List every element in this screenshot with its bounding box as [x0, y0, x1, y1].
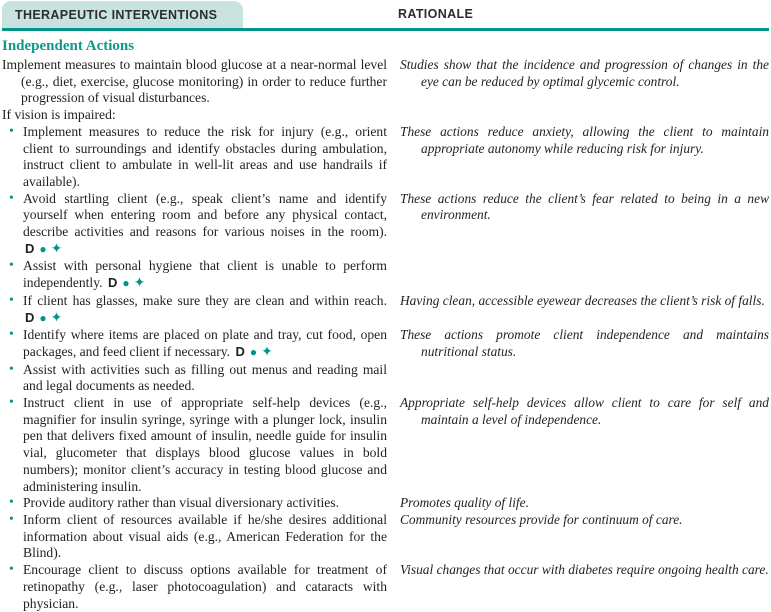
intervention-text: Assist with personal hygiene that client is unable to perform independently. — [23, 258, 387, 291]
rationale-column — [387, 512, 769, 529]
circle-icon: ● — [39, 310, 47, 325]
intervention-text: Implement measures to reduce the risk for injury (e.g., orient client to surroundings and identify obstacles during ambulation, instruct client to ambulate in well-lit areas and use handrails if available). — [23, 123, 387, 189]
delegation-d-marker: D — [235, 343, 245, 359]
rationale-paragraph: These actions promote client independence and maintains nutritional status. — [400, 327, 769, 359]
circle-icon: ● — [39, 241, 47, 256]
interventions-column — [2, 495, 387, 512]
interventions-header-tab — [2, 1, 243, 28]
table-row — [2, 293, 769, 327]
bullet-icon: • — [9, 561, 14, 577]
star-icon: ✦ — [133, 276, 146, 292]
intervention-text: Inform client of resources available if he/she desires additional information about visual aids (e.g., American Federation for the Blind). — [23, 511, 387, 561]
interventions-column — [2, 57, 387, 124]
rationale-column — [387, 57, 769, 90]
intervention-paragraph: If vision is impaired: — [2, 107, 116, 123]
table-row — [2, 57, 769, 124]
intervention-text: Instruct client in use of appropriate self-help devices (e.g., magnifier for insulin syringe, syringe with a plunger lock, insulin pen that delivers fixed amount of insulin, needle guide for insulin vial, glucometer that displays blood glucose values in bold numbers); monitor client’s accuracy in testing blood glucose and administering insulin. — [23, 395, 387, 494]
intervention-bullet-item — [2, 124, 387, 191]
interventions-column — [2, 124, 387, 191]
section-title: Independent Actions — [2, 38, 135, 54]
intervention-bullet-item — [2, 258, 387, 292]
table-row — [2, 327, 769, 395]
bullet-icon: • — [9, 360, 14, 376]
bullet-icon: • — [9, 257, 14, 273]
rationale-paragraph: Appropriate self-help devices allow client to care for self and maintain a level of independence. — [400, 395, 769, 427]
bullet-icon: • — [9, 510, 14, 526]
table-row — [2, 512, 769, 562]
star-icon: ✦ — [50, 310, 63, 326]
table-row — [2, 495, 769, 512]
intervention-bullet-item — [2, 327, 387, 361]
rationale-column — [387, 293, 769, 310]
interventions-column — [2, 512, 387, 562]
intervention-bullet-item — [2, 562, 387, 612]
rationale-column — [387, 395, 769, 428]
intervention-paragraph: Implement measures to maintain blood glucose at a near-normal level (e.g., diet, exercise, glucose monitoring) in order to reduce further progression of visual disturbances. — [2, 57, 387, 106]
intervention-bullet-item — [2, 495, 387, 512]
table-row — [2, 124, 769, 191]
circle-icon: ● — [249, 344, 258, 359]
rationale-paragraph: These actions reduce the client’s fear related to being in a new environment. — [400, 190, 769, 223]
interventions-column — [2, 395, 387, 495]
bullet-icon: • — [9, 326, 14, 342]
bullet-icon: • — [9, 494, 14, 510]
bullet-icon: • — [9, 394, 14, 410]
bullet-icon: • — [9, 189, 14, 205]
delegation-markers — [23, 241, 62, 256]
rationale-column — [387, 562, 769, 579]
rationale-column — [387, 124, 769, 157]
delegation-markers — [233, 344, 272, 359]
rationale-paragraph: These actions reduce anxiety, allowing the client to maintain appropriate autonomy while reducing risk for injury. — [400, 123, 769, 156]
rationale-column — [387, 191, 769, 224]
intervention-bullet-item — [2, 512, 387, 562]
interventions-column — [2, 293, 387, 327]
interventions-header-label: THERAPEUTIC INTERVENTIONS — [15, 7, 218, 22]
delegation-markers — [106, 275, 145, 290]
delegation-d-marker: D — [25, 309, 35, 325]
delegation-markers — [23, 310, 62, 325]
intervention-text: If client has glasses, make sure they are clean and within reach. — [23, 292, 387, 308]
intervention-text: Encourage client to discuss options available for treatment of retinopathy (e.g., laser photocoagulation) and cataracts with physician. — [23, 562, 387, 611]
intervention-bullet-item — [2, 362, 387, 395]
table-row — [2, 191, 769, 293]
intervention-bullet-item — [2, 395, 387, 495]
interventions-column — [2, 191, 387, 293]
intervention-text: Assist with activities such as filling out menus and reading mail and legal documents as needed. — [23, 361, 387, 394]
table-row — [2, 562, 769, 612]
rationale-paragraph: Promotes quality of life. — [400, 495, 529, 511]
table-row — [2, 395, 769, 495]
circle-icon: ● — [122, 276, 130, 291]
rationale-paragraph: Having clean, accessible eyewear decreases the client’s risk of falls. — [400, 292, 765, 308]
delegation-d-marker: D — [25, 240, 35, 256]
star-icon: ✦ — [261, 344, 273, 360]
rationale-paragraph: Community resources provide for continuum of care. — [400, 511, 683, 527]
intervention-bullet-item — [2, 293, 387, 327]
interventions-column — [2, 327, 387, 395]
delegation-d-marker: D — [107, 275, 118, 291]
intervention-text: Avoid startling client (e.g., speak client’s name and identify yourself when entering room and before any physical contact, describe activities and reasons for various noises in the room). — [23, 190, 387, 240]
rationale-column — [387, 495, 769, 512]
intervention-text: Provide auditory rather than visual diversionary activities. — [23, 495, 339, 511]
intervention-bullet-item — [2, 191, 387, 259]
rationale-header-label: RATIONALE — [398, 7, 474, 21]
bullet-icon: • — [9, 122, 14, 138]
rationale-column — [387, 327, 769, 360]
star-icon: ✦ — [50, 241, 63, 257]
intervention-text: Identify where items are placed on plate and tray, cut food, open packages, and feed client if necessary. — [23, 327, 387, 359]
interventions-column — [2, 562, 387, 612]
table-header — [2, 0, 769, 31]
rationale-paragraph: Studies show that the incidence and progression of changes in the eye can be reduced by optimal glycemic control. — [400, 57, 769, 89]
rationale-paragraph: Visual changes that occur with diabetes require ongoing health care. — [400, 562, 769, 578]
bullet-icon: • — [9, 291, 14, 307]
